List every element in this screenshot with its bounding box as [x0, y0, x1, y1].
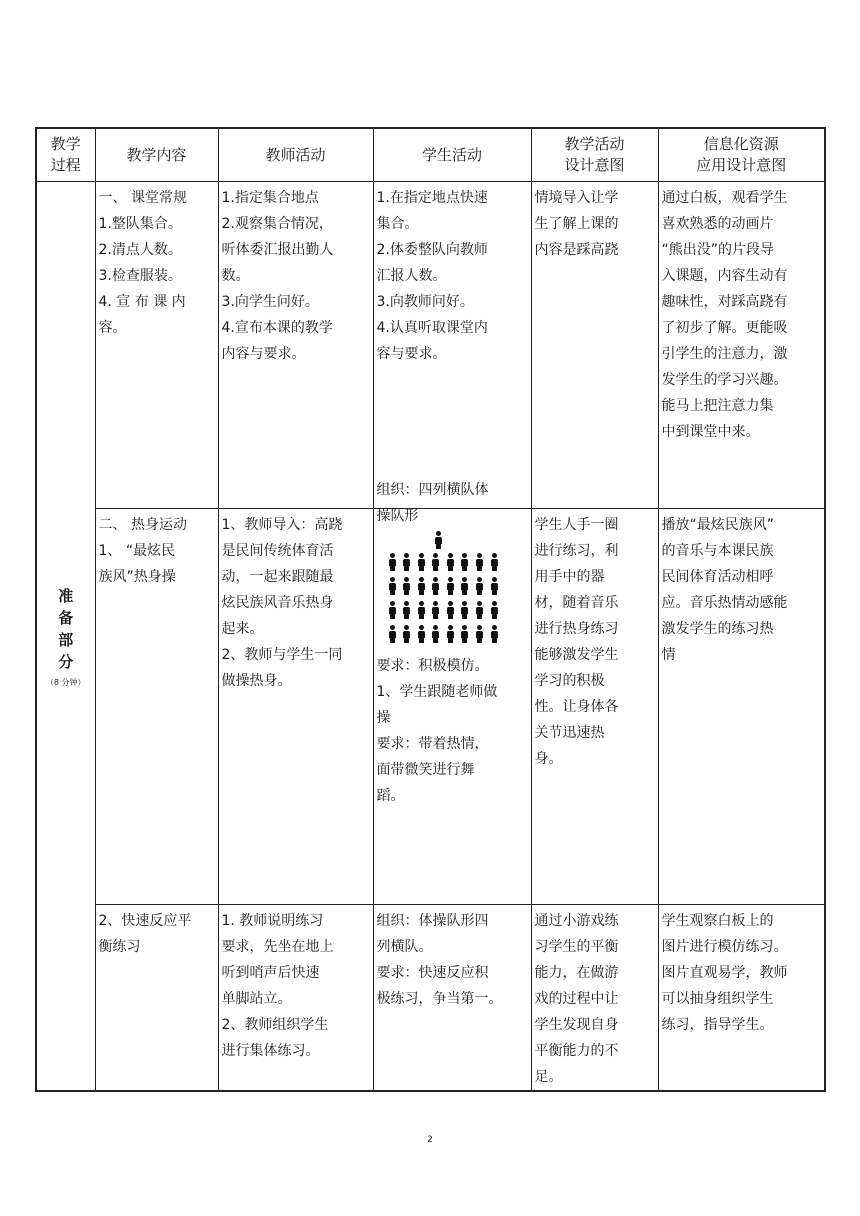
cell-line: 一、 课堂常规 — [98, 190, 187, 206]
cell-line: 通过白板，观看学生 — [661, 190, 788, 206]
person-icon — [387, 601, 398, 619]
header-process: 教学 过程 — [36, 128, 95, 182]
cell-line: 入课题，内容生动有 — [661, 268, 788, 284]
person-icon — [416, 577, 427, 595]
cell-line: 习学生的平衡 — [534, 939, 619, 955]
phase-duration: （8 分钟） — [45, 677, 86, 687]
teacher-cell — [218, 182, 373, 509]
person-icon — [430, 625, 441, 643]
formation-leader — [387, 531, 528, 553]
person-icon — [401, 553, 412, 571]
cell-line: 1.整队集合。 — [98, 216, 182, 232]
person-icon — [387, 577, 398, 595]
person-icon — [489, 577, 500, 595]
person-icon — [445, 601, 456, 619]
formation-row — [387, 601, 528, 625]
cell-line: 动，一起来跟随最 — [221, 569, 334, 585]
cell-line: 3.检查服装。 — [98, 268, 182, 284]
cell-line: 极练习，争当第一。 — [376, 991, 503, 1007]
student-cell — [373, 482, 531, 905]
phase-name: 准 备 部 分 — [58, 586, 74, 671]
cell-line: 4.宣布本课的教学 — [221, 320, 333, 336]
cell-line: 要求：带着热情， — [376, 736, 489, 752]
cell-line: 集合。 — [376, 216, 419, 232]
cell-line: 炫民族风音乐热身 — [221, 595, 334, 611]
it-resource-cell — [658, 182, 825, 509]
phase-cell — [36, 182, 95, 1092]
cell-line: 能马上把注意力集 — [661, 398, 774, 414]
header-student: 学生活动 — [373, 128, 531, 182]
cell-line: 要求：积极模仿。 — [376, 658, 489, 674]
person-icon — [433, 531, 444, 549]
cell-line: 1、学生跟随老师做 — [376, 684, 498, 700]
cell-line: 发学生的学习兴趣。 — [661, 372, 788, 388]
cell-line: “熊出没”的片段导 — [661, 242, 775, 258]
cell-line: 平衡能力的不 — [534, 1043, 619, 1059]
cell-line: 二、 热身运动 — [98, 517, 187, 533]
cell-line: 1、教师导入：高跷 — [221, 517, 343, 533]
cell-line: 要求，先坐在地上 — [221, 939, 334, 955]
person-icon — [401, 625, 412, 643]
content-cell — [95, 905, 218, 1092]
person-icon — [416, 553, 427, 571]
cell-line: 起来。 — [221, 621, 264, 637]
table-row — [36, 905, 825, 1092]
person-icon — [430, 553, 441, 571]
header-intent: 教学活动 设计意图 — [531, 128, 658, 182]
cell-line: 趣味性，对踩高跷有 — [661, 294, 788, 310]
person-icon — [459, 625, 470, 643]
cell-line: 身。 — [534, 751, 563, 767]
formation-row — [387, 625, 528, 649]
cell-line: 足。 — [534, 1069, 563, 1085]
lesson-plan-table — [35, 127, 826, 1092]
student-cell — [373, 182, 531, 509]
person-icon — [387, 625, 398, 643]
person-icon — [489, 625, 500, 643]
cell-line: 民间体育活动相呼 — [661, 569, 774, 585]
cell-line: 生了解上课的 — [534, 216, 619, 232]
cell-line: 列横队。 — [376, 939, 433, 955]
header-row — [36, 128, 825, 182]
cell-line: 关节迅速热 — [534, 725, 605, 741]
person-icon — [416, 601, 427, 619]
cell-line: 通过小游戏练 — [534, 913, 619, 929]
cell-line: 衡练习 — [98, 939, 141, 955]
table-row — [36, 182, 825, 509]
cell-line: 应。音乐热情动感能 — [661, 595, 788, 611]
cell-line: 3.向教师问好。 — [376, 294, 474, 310]
cell-line: 4. 宣 布 课 内 — [98, 294, 186, 310]
table-row — [36, 509, 825, 905]
page-number: 2 — [427, 1135, 433, 1145]
formation-row — [387, 553, 528, 577]
cell-line: 1. 教师说明练习 — [221, 913, 324, 929]
person-icon — [459, 553, 470, 571]
cell-line: 材，随着音乐 — [534, 595, 619, 611]
person-icon — [489, 601, 500, 619]
cell-line: 容与要求。 — [376, 346, 447, 362]
cell-line: 学生人手一圈 — [534, 517, 619, 533]
cell-line: 组织：体操队形四 — [376, 913, 489, 929]
cell-line: 1、 “最炫民 — [98, 543, 176, 559]
cell-line: 情境导入让学 — [534, 190, 619, 206]
student-cell — [373, 905, 531, 1092]
cell-line: 喜欢熟悉的动画片 — [661, 216, 774, 232]
header-it-resource: 信息化资源 应用设计意图 — [658, 128, 825, 182]
cell-line: 可以抽身组织学生 — [661, 991, 774, 1007]
cell-line: 进行练习，利 — [534, 543, 619, 559]
cell-line: 是民间传统体育活 — [221, 543, 334, 559]
formation-row — [387, 577, 528, 601]
cell-line: 学生观察白板上的 — [661, 913, 774, 929]
it-resource-cell — [658, 905, 825, 1092]
cell-line: 3.向学生问好。 — [221, 294, 319, 310]
cell-line: 族风”热身操 — [98, 569, 176, 585]
cell-line: 引学生的注意力，激 — [661, 346, 788, 362]
cell-line: 内容是踩高跷 — [534, 242, 619, 258]
cell-line: 2.体委整队向教师 — [376, 242, 488, 258]
person-icon — [474, 625, 485, 643]
person-icon — [401, 577, 412, 595]
cell-line: 单脚站立。 — [221, 991, 292, 1007]
cell-line: 1.在指定地点快速 — [376, 190, 488, 206]
cell-line: 性。让身体各 — [534, 699, 619, 715]
cell-line: 图片直观易学，教师 — [661, 965, 788, 981]
header-teacher: 教师活动 — [218, 128, 373, 182]
person-icon — [489, 553, 500, 571]
it-resource-cell — [658, 509, 825, 905]
cell-line: 情 — [661, 647, 676, 663]
cell-line: 蹈。 — [376, 788, 405, 804]
cell-line: 播放“最炫民族风” — [661, 517, 775, 533]
cell-line: 做操热身。 — [221, 673, 292, 689]
intent-cell — [531, 905, 658, 1092]
cell-line: 操队形 — [376, 508, 419, 524]
content-cell — [95, 509, 218, 905]
cell-line: 数。 — [221, 268, 250, 284]
person-icon — [387, 553, 398, 571]
cell-line: 2、教师组织学生 — [221, 1017, 329, 1033]
cell-line: 1.指定集合地点 — [221, 190, 319, 206]
cell-line: 汇报人数。 — [376, 268, 447, 284]
person-icon — [445, 577, 456, 595]
cell-line: 中到课堂中来。 — [661, 424, 760, 440]
cell-line: 要求：快速反应积 — [376, 965, 489, 981]
cell-line: 内容与要求。 — [221, 346, 306, 362]
cell-line: 2.观察集合情况， — [221, 216, 333, 232]
person-icon — [445, 625, 456, 643]
intent-cell — [531, 509, 658, 905]
cell-line: 容。 — [98, 320, 127, 336]
person-icon — [474, 553, 485, 571]
cell-line: 练习，指导学生。 — [661, 1017, 774, 1033]
cell-line: 听到哨声后快速 — [221, 965, 320, 981]
person-icon — [430, 577, 441, 595]
person-icon — [474, 601, 485, 619]
cell-line: 能够激发学生 — [534, 647, 619, 663]
cell-line: 操 — [376, 710, 391, 726]
cell-line: 2.清点人数。 — [98, 242, 182, 258]
cell-line: 了初步了解。更能吸 — [661, 320, 788, 336]
person-icon — [416, 625, 427, 643]
cell-line: 戏的过程中让 — [534, 991, 619, 1007]
cell-line: 学习的积极 — [534, 673, 605, 689]
person-icon — [430, 601, 441, 619]
person-icon — [401, 601, 412, 619]
person-icon — [459, 577, 470, 595]
cell-line: 用手中的器 — [534, 569, 605, 585]
cell-line: 听体委汇报出勤人 — [221, 242, 334, 258]
cell-line: 进行热身练习 — [534, 621, 619, 637]
cell-line: 进行集体练习。 — [221, 1043, 320, 1059]
header-content: 教学内容 — [95, 128, 218, 182]
cell-line: 4.认真听取课堂内 — [376, 320, 488, 336]
person-icon — [445, 553, 456, 571]
cell-line: 2、快速反应平 — [98, 913, 192, 929]
cell-line: 组织：四列横队体 — [376, 482, 489, 498]
person-icon — [474, 577, 485, 595]
intent-cell — [531, 182, 658, 509]
cell-line: 激发学生的练习热 — [661, 621, 774, 637]
formation-diagram — [387, 531, 528, 649]
cell-line: 学生发现自身 — [534, 1017, 619, 1033]
content-cell — [95, 182, 218, 509]
cell-line: 的音乐与本课民族 — [661, 543, 774, 559]
cell-line: 面带微笑进行舞 — [376, 762, 475, 778]
person-icon — [459, 601, 470, 619]
cell-line: 图片进行模仿练习。 — [661, 939, 788, 955]
teacher-cell — [218, 509, 373, 905]
cell-line: 2、教师与学生一同 — [221, 647, 343, 663]
cell-line: 能力，在做游 — [534, 965, 619, 981]
teacher-cell — [218, 905, 373, 1092]
